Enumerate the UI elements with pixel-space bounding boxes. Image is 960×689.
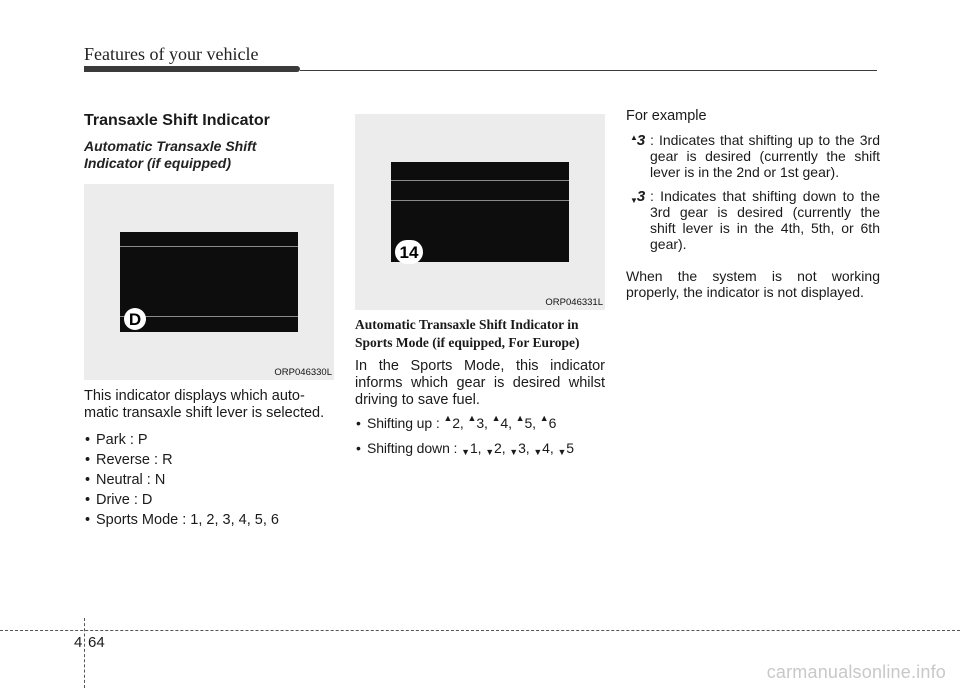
gear-number: 5	[566, 440, 574, 456]
subsection-title-line2: Indicator (if equipped)	[84, 155, 231, 171]
subsection-title-line1: Automatic Transaxle Shift	[84, 138, 257, 154]
gear-number: 3	[636, 188, 646, 205]
gear-14-badge: 14	[395, 240, 423, 264]
shift-down-item	[355, 440, 605, 459]
intro-line1: This indicator displays which auto-	[84, 388, 305, 404]
chapter-number: 4	[74, 634, 83, 651]
shift-up-3-icon	[630, 132, 645, 149]
column-left	[84, 108, 334, 532]
footer-rule	[0, 630, 960, 631]
gear-list	[84, 432, 334, 529]
gear-number: 2,	[452, 415, 468, 431]
figure-caption: ORP046330L	[270, 367, 332, 378]
intro-paragraph	[84, 388, 334, 422]
header-bar	[84, 66, 300, 72]
sports-title-line1: Automatic Transaxle Shift Indicator in	[355, 317, 579, 332]
gear-number: 3	[636, 132, 646, 149]
list-item: • Park : P	[84, 432, 334, 449]
gear-number: 4,	[500, 415, 516, 431]
header-rule	[300, 70, 877, 71]
intro-line2: matic transaxle shift lever is selected.	[84, 405, 325, 421]
shift-label: Shifting down :	[367, 440, 462, 456]
cluster-display	[120, 232, 298, 332]
gear-number: 3,	[476, 415, 492, 431]
up-arrow-icon: ▲	[515, 413, 525, 423]
display-line	[120, 316, 298, 317]
shift-label: Shifting up :	[367, 415, 444, 431]
gear-d-badge: D	[124, 308, 146, 330]
sports-title-line2: Sports Mode (if equipped, For Europe)	[355, 335, 580, 350]
gear-number: 2,	[494, 440, 510, 456]
subsection-title	[84, 138, 334, 172]
down-arrow-icon: ▼	[461, 447, 470, 457]
column-right	[626, 108, 880, 300]
list-item: • Neutral : N	[84, 472, 334, 489]
example-shift-up	[626, 132, 880, 180]
shift-down-3-icon	[630, 188, 645, 205]
down-arrow-icon: ▼	[630, 196, 638, 205]
page-header-title: Features of your vehicle	[84, 44, 259, 64]
example-text: : Indicates that shifting up to the 3rd gear is desired (currently the shift lever is in the 2nd or 1st gear).	[650, 132, 880, 180]
page-number: 64	[88, 634, 105, 651]
gear-number: 5,	[524, 415, 540, 431]
example-shift-down	[626, 188, 880, 252]
gear-number: 3,	[518, 440, 534, 456]
list-item: • Reverse : R	[84, 452, 334, 469]
figure-caption: ORP046331L	[541, 297, 603, 308]
gear-number: 6	[548, 415, 557, 431]
example-text: : Indicates that shifting down to the 3rd gear is desired (currently the shift lever is in the 4th, 5th, or 6th gear).	[650, 188, 880, 252]
list-item: • Drive : D	[84, 492, 334, 509]
figure-shift-indicator-d	[84, 184, 334, 380]
up-arrow-icon: ▲	[467, 413, 477, 423]
down-arrow-icon: ▼	[533, 447, 543, 457]
up-arrow-icon: ▲	[491, 413, 501, 423]
down-arrow-icon: ▼	[557, 447, 567, 457]
display-line	[391, 180, 569, 181]
list-item: • Sports Mode : 1, 2, 3, 4, 5, 6	[84, 512, 334, 529]
down-arrow-icon: ▼	[509, 447, 519, 457]
gear-number: 1,	[469, 440, 486, 456]
sports-mode-title	[355, 316, 605, 352]
example-heading: For example	[626, 108, 707, 124]
column-middle	[355, 108, 605, 465]
not-working-note: When the system is not working properly, the indicator is not displayed.	[626, 268, 880, 300]
down-arrow-icon: ▼	[485, 447, 495, 457]
sports-body: In the Sports Mode, this indicator informs which gear is desired whilst driving to save fuel.	[355, 358, 605, 408]
gear-number: 4,	[542, 440, 558, 456]
up-arrow-icon: ▲	[443, 413, 453, 423]
cluster-display	[391, 162, 569, 262]
footer-divider	[84, 618, 85, 688]
display-line	[391, 200, 569, 201]
shift-list	[355, 415, 605, 459]
section-title: Transaxle Shift Indicator	[84, 112, 270, 129]
figure-shift-indicator-sports	[355, 114, 605, 310]
up-arrow-icon: ▲	[630, 133, 638, 142]
shift-up-item	[355, 415, 605, 434]
up-arrow-icon: ▲	[539, 413, 549, 423]
watermark: carmanualsonline.info	[766, 662, 946, 682]
display-line	[120, 246, 298, 247]
